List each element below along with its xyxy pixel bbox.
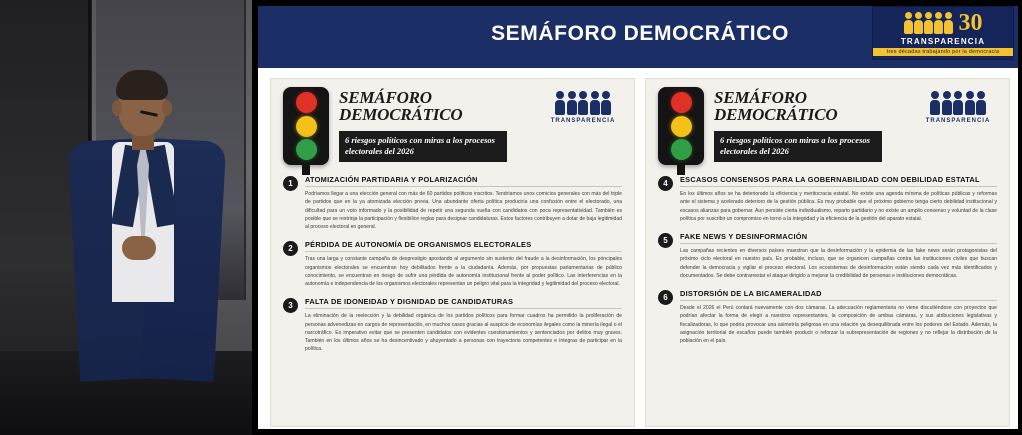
risk-title: FAKE NEWS Y DESINFORMACIÓN xyxy=(680,232,997,244)
presenter-figure xyxy=(0,0,258,435)
risk-title: DISTORSIÓN DE LA BICAMERALIDAD xyxy=(680,289,997,301)
risk-description: Tras una larga y constante campaña de desprestigio apostando al argumento sin sustento del fraude a la desinformación, los principales organismos electorales se encuentran hoy debilitados frente a la ciudadanía. Además, por propuestas parlamentarias de público conocimiento, se encuentran en riesgo de sufrir una pérdida de autonomía institucional frente al poder político. Las interferencias en la autonomía e independencia de los organismos electorales representan un peligro vital para la integridad y legitimidad del proceso electoral. xyxy=(305,256,622,287)
risk-number-badge: 6 xyxy=(658,290,673,305)
infographic-title-line2: DEMOCRÁTICO xyxy=(714,105,838,125)
brand-name: TRANSPARENCIA xyxy=(900,36,986,46)
risk-item xyxy=(658,175,997,223)
transparencia-anniversary-logo xyxy=(872,6,1014,60)
risk-title: ESCASOS CONSENSOS PARA LA GOBERNABILIDAD CON DEBILIDAD ESTATAL xyxy=(680,175,997,187)
traffic-light-red-lamp xyxy=(296,92,317,113)
people-icon xyxy=(919,91,997,115)
people-icon xyxy=(904,12,953,34)
infographic-subtitle: 6 riesgos políticos con miras a los procesos electorales del 2026 xyxy=(714,131,882,162)
risk-description: Desde el 2026 el Perú contará nuevamente con dos cámaras. La adecuación reglamentaria no viene discutiéndose con proyectos que podrían afectar la forma de elegir a nuestros representantes, la composición de ambas cámaras, y sus atribuciones legislativas y fiscalizadoras, lo que podría provocar una asimetría peligrosa en una relación ya desequilibrada entre los poderes del Estado. Además, la asignación territorial de escaños puede también producir o reforzar la subrepresentación de regiones y no reflejar la distribución de la población en el país. xyxy=(680,305,997,344)
risk-item xyxy=(658,289,997,345)
traffic-light-post xyxy=(677,163,685,175)
risk-item xyxy=(283,297,622,353)
risk-item xyxy=(283,175,622,231)
frame-border-right xyxy=(1018,0,1022,435)
infographic-header-right xyxy=(658,87,997,165)
traffic-light-red-lamp xyxy=(671,92,692,113)
infographic-title-line1: SEMÁFORO xyxy=(339,88,432,107)
infographic-title-line2: DEMOCRÁTICO xyxy=(339,105,463,125)
shared-slide xyxy=(258,0,1022,435)
transparencia-logo-right xyxy=(919,87,997,124)
logo-label: TRANSPARENCIA xyxy=(550,118,616,124)
traffic-light-green-lamp xyxy=(671,139,692,160)
risk-number-badge: 5 xyxy=(658,233,673,248)
ear-right xyxy=(162,100,172,116)
traffic-light-yellow-lamp xyxy=(671,116,692,137)
risk-title: PÉRDIDA DE AUTONOMÍA DE ORGANISMOS ELECTORALES xyxy=(305,240,622,252)
risk-description: La eliminación de la reelección y la debilidad orgánica de los partidos políticos para formar cuadros ha permitido la proliferación de personas advenedizas en cargos de representación, en muchos casos gracias al auspicio de economías ilegales como la minería ilegal o el narcotráfico. Es imperativo evitar que se presenten candidatos con evidentes cuestionamientos y sentenciados por delitos muy graves. También en los últimos años se ha desincentivado y ahuyentado a personas con trayectoria competentes e íntegras de participar en la política. xyxy=(305,313,622,353)
logo-label: TRANSPARENCIA xyxy=(925,118,991,124)
traffic-light-post xyxy=(302,163,310,175)
brand-tagline: tres décadas trabajando por la democracia xyxy=(873,48,1013,56)
speaker-video[interactable] xyxy=(0,0,258,435)
risk-title: ATOMIZACIÓN PARTIDARIA Y POLARIZACIÓN xyxy=(305,175,622,187)
hair xyxy=(116,70,168,100)
risk-number-badge: 3 xyxy=(283,298,298,313)
risk-item xyxy=(283,240,622,288)
risk-description: Podríamos llegar a una elección general con más de 60 partidos políticos inscritos. Tendríamos unos comicios generales con más del triple de partidos que en la ya atomizada elección previa. Una abundante oferta política produciría una confusión entre el electorado, una dificultad para un voto informado y la posibilidad de repetir una segunda vuelta con candidatos con poca representatividad. También es posible que se restrinja la participación y flexibilice reglas para designar candidaturas. Estos factores contribuyen a dotar de baja legitimidad al proceso electoral en general. xyxy=(305,191,622,230)
page-title: SEMÁFORO DEMOCRÁTICO xyxy=(491,22,789,45)
infographic-panel-left xyxy=(270,78,635,427)
traffic-light-icon xyxy=(283,87,329,165)
hand xyxy=(122,236,156,260)
people-icon xyxy=(544,91,622,115)
risk-description: En los últimos años se ha deteriorado la eficiencia y meritocracia estatal. No existe una agenda mínima de políticas públicas y reformas ante el sistema y acelerado deterioro de la gestión pública. Es muy probable que el próximo gobierno tenga cierto debilidad institucional y escasos alianzas para gobernar. Aun persiste cierta individualismo, reparto partidario y no existe un amplio consenso y voluntad de la clase política por suscribir un compromiso en torno a la integridad y la eficiencia de la gestión del aparato estatal. xyxy=(680,191,997,222)
risk-item xyxy=(658,232,997,280)
traffic-light-yellow-lamp xyxy=(296,116,317,137)
risk-number-badge: 4 xyxy=(658,176,673,191)
risk-number-badge: 1 xyxy=(283,176,298,191)
frame-border-top xyxy=(258,0,1022,6)
risk-number-badge: 2 xyxy=(283,241,298,256)
slide-header xyxy=(258,0,1022,68)
risk-title: FALTA DE IDONEIDAD Y DIGNIDAD DE CANDIDATURAS xyxy=(305,297,622,309)
traffic-light-green-lamp xyxy=(296,139,317,160)
frame-border-left xyxy=(252,0,258,435)
infographic-panel-right xyxy=(645,78,1010,427)
infographic-subtitle: 6 riesgos políticos con miras a los procesos electorales del 2026 xyxy=(339,131,507,162)
infographic-title-line1: SEMÁFORO xyxy=(714,88,807,107)
anniversary-number: 30 xyxy=(958,9,983,36)
infographic-header-left xyxy=(283,87,622,165)
slide-body xyxy=(258,68,1022,435)
traffic-light-icon xyxy=(658,87,704,165)
frame-border-bottom xyxy=(258,429,1022,435)
risk-description: Las campañas recientes en diversos países muestran que la desinformación y la epidemia de las fake news serán protagonistas del próximo ciclo electoral en nuestro país. Es probable, incluso, que se organicen campañas contra las instituciones civiles que buscan defender la democracia y vigilar el proceso electoral. Los ecosistemas de desinformación están siendo cada vez más identificados y documentados. Se debe contrarrestar el ataque dirigido a mejorar la credibilidad de personas e instituciones democráticas. xyxy=(680,248,997,279)
transparencia-logo-left xyxy=(544,87,622,124)
ear-left xyxy=(112,100,122,116)
